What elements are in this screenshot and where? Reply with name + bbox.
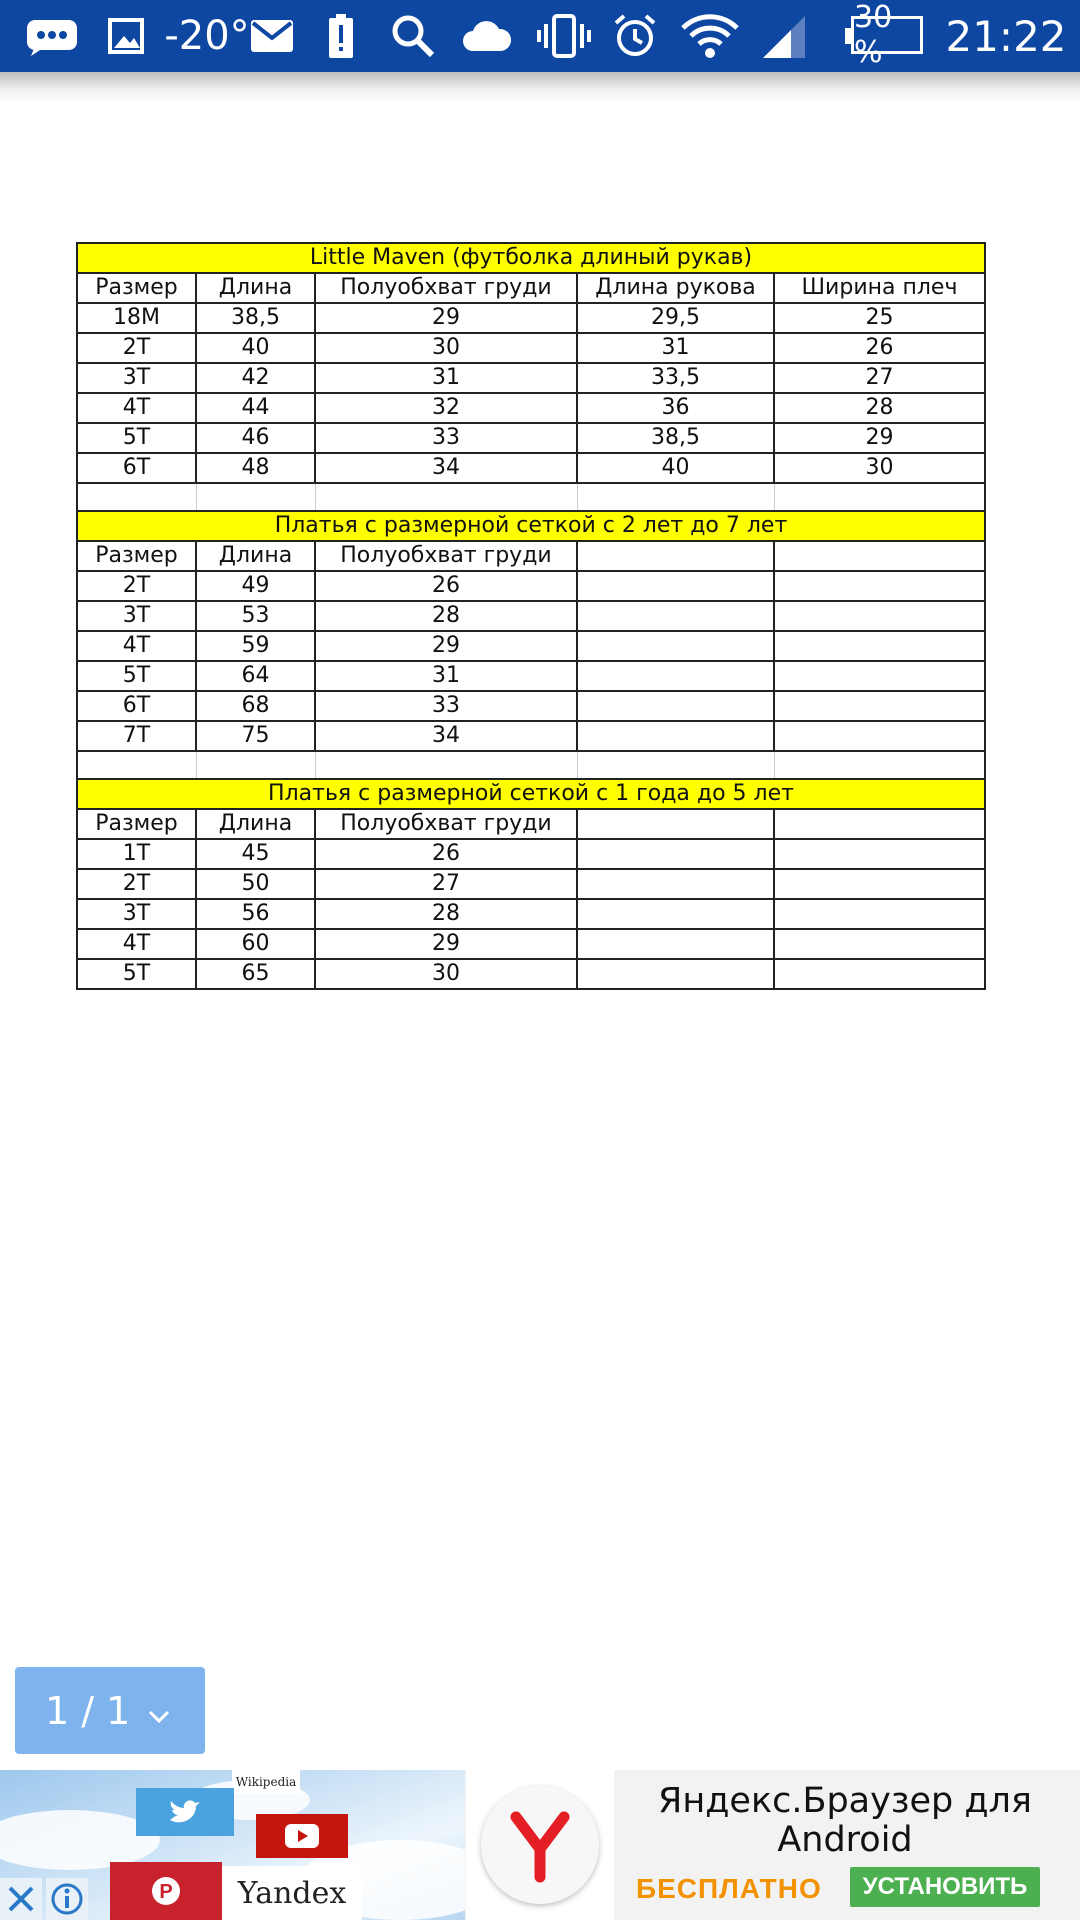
table-cell [577,601,774,631]
mail-icon [248,14,296,58]
page-indicator-label: 1 / 1 [45,1688,131,1733]
wifi-icon [680,14,740,58]
table-cell [774,869,985,899]
table-cell: 3T [77,601,196,631]
column-header [774,541,985,571]
table-cell: 29 [315,631,577,661]
table-cell: 60 [196,929,315,959]
table-cell: 48 [196,453,315,483]
table-cell [577,631,774,661]
empty-cell [577,751,774,779]
empty-cell [315,483,577,511]
table-cell: 29 [774,423,985,453]
empty-cell [774,751,985,779]
yandex-browser-logo [466,1770,614,1920]
empty-cell [196,483,315,511]
table-row [77,333,985,363]
column-header: Полуобхват груди [315,273,577,303]
table-cell [577,839,774,869]
table-cell: 40 [577,453,774,483]
table-cell: 1T [77,839,196,869]
table-cell: 40 [196,333,315,363]
spacer-row [77,483,985,511]
table-cell: 3T [77,899,196,929]
table-cell [774,899,985,929]
table-cell: 25 [774,303,985,333]
column-header: Длина рукова [577,273,774,303]
info-icon[interactable] [46,1878,88,1920]
empty-cell [77,483,196,511]
column-header: Размер [77,541,196,571]
table-row [77,571,985,601]
table-row [77,899,985,929]
table-cell: 26 [774,333,985,363]
table-cell [774,959,985,989]
ad-title: Яндекс.Браузер для Android [658,1781,1032,1860]
table-cell [577,929,774,959]
table-row [77,453,985,483]
search-icon [388,14,438,58]
empty-cell [774,483,985,511]
ad-free-label: БЕСПЛАТНО [636,1873,822,1904]
table-cell: 64 [196,661,315,691]
table-cell: 68 [196,691,315,721]
table-title-row [77,243,985,273]
table-cell: 30 [315,959,577,989]
table-cell: 2T [77,571,196,601]
table-cell [774,571,985,601]
table-cell: 29,5 [577,303,774,333]
table-cell: 75 [196,721,315,751]
table-cell: 2T [77,869,196,899]
table-title: Little Maven (футболка длиный рукав) [77,243,985,273]
table-cell: 5T [77,661,196,691]
table-cell [577,691,774,721]
table-cell: 4T [77,929,196,959]
table-cell: 59 [196,631,315,661]
table-cell [577,721,774,751]
battery-alert-icon [326,14,356,58]
table-title-row [77,511,985,541]
page-indicator-button[interactable] [15,1667,205,1754]
table-cell: 50 [196,869,315,899]
table-row [77,423,985,453]
table-cell [774,661,985,691]
status-bar [0,0,1080,72]
install-button[interactable]: УСТАНОВИТЬ [850,1867,1040,1907]
table-title: Платья с размерной сеткой с 2 лет до 7 лет [77,511,985,541]
table-cell: 53 [196,601,315,631]
table-row [77,661,985,691]
empty-cell [77,751,196,779]
yandex-tile: Yandex [222,1866,362,1920]
column-header: Размер [77,809,196,839]
close-icon[interactable] [0,1878,42,1920]
table-cell: 38,5 [196,303,315,333]
table-cell [774,721,985,751]
table-cell: 33 [315,691,577,721]
table-cell: 34 [315,453,577,483]
table-cell: 32 [315,393,577,423]
table-cell: 5T [77,423,196,453]
youtube-icon [256,1814,348,1858]
chevron-down-icon [148,1689,170,1733]
table-cell: 28 [774,393,985,423]
twitter-icon [136,1788,234,1836]
battery-icon [842,0,928,70]
table-cell: 29 [315,303,577,333]
temperature: -20° [164,13,250,59]
table-cell: 3T [77,363,196,393]
table-row [77,363,985,393]
table-cell: 31 [577,333,774,363]
table-cell [774,929,985,959]
wikipedia-tile: Wikipedia [232,1770,300,1794]
table-cell [774,691,985,721]
table-row [77,303,985,333]
table-row [77,959,985,989]
empty-cell [315,751,577,779]
table-row [77,721,985,751]
column-header [774,809,985,839]
table-cell: 6T [77,691,196,721]
table-cell: 38,5 [577,423,774,453]
column-header: Полуобхват груди [315,809,577,839]
table-cell [774,631,985,661]
table-row [77,393,985,423]
table-cell: 26 [315,839,577,869]
size-chart-sheet [76,242,986,990]
table-cell: 30 [774,453,985,483]
table-cell: 49 [196,571,315,601]
alarm-icon [610,14,660,58]
table-cell [774,839,985,869]
vibrate-icon [536,14,592,58]
gallery-icon [104,14,148,58]
spacer-row [77,751,985,779]
table-cell: 7T [77,721,196,751]
clock: 21:22 [945,11,1067,61]
column-header: Длина [196,541,315,571]
table-cell: 34 [315,721,577,751]
table-row [77,929,985,959]
column-header: Длина [196,273,315,303]
table-cell: 44 [196,393,315,423]
chat-icon [24,14,80,58]
table-cell: 65 [196,959,315,989]
table-header-row [77,273,985,303]
column-header: Длина [196,809,315,839]
table-cell: 6T [77,453,196,483]
table-header-row [77,541,985,571]
table-cell [577,869,774,899]
ad-banner[interactable] [0,1770,1080,1920]
toolbar-shadow [0,72,1080,102]
table-cell: 33 [315,423,577,453]
battery-level: 30 % [851,16,923,54]
column-header [577,809,774,839]
table-cell: 4T [77,393,196,423]
table-cell [774,601,985,631]
table-title: Платья с размерной сеткой с 1 года до 5 лет [77,779,985,809]
table-cell: 2T [77,333,196,363]
svg-text:P: P [159,1881,173,1903]
table-cell: 45 [196,839,315,869]
pinterest-icon [110,1862,222,1920]
table-header-row [77,809,985,839]
table-cell: 5T [77,959,196,989]
table-cell: 27 [774,363,985,393]
signal-icon [760,14,808,58]
table-cell: 30 [315,333,577,363]
table-cell: 31 [315,661,577,691]
table-cell: 28 [315,899,577,929]
table-cell: 18M [77,303,196,333]
table-cell: 36 [577,393,774,423]
document-page [76,242,986,990]
table-row [77,601,985,631]
column-header [577,541,774,571]
table-row [77,869,985,899]
table-cell: 26 [315,571,577,601]
table-cell [577,899,774,929]
empty-cell [196,751,315,779]
table-cell: 42 [196,363,315,393]
table-cell: 33,5 [577,363,774,393]
table-row [77,691,985,721]
cloud-icon [460,14,512,58]
table-cell: 56 [196,899,315,929]
table-cell: 29 [315,929,577,959]
table-cell: 46 [196,423,315,453]
table-cell: 28 [315,601,577,631]
column-header: Полуобхват груди [315,541,577,571]
table-cell [577,959,774,989]
empty-cell [577,483,774,511]
table-cell: 27 [315,869,577,899]
table-cell: 4T [77,631,196,661]
table-cell [577,661,774,691]
table-cell [577,571,774,601]
table-title-row [77,779,985,809]
column-header: Размер [77,273,196,303]
table-cell: 31 [315,363,577,393]
column-header: Ширина плеч [774,273,985,303]
table-row [77,631,985,661]
table-row [77,839,985,869]
